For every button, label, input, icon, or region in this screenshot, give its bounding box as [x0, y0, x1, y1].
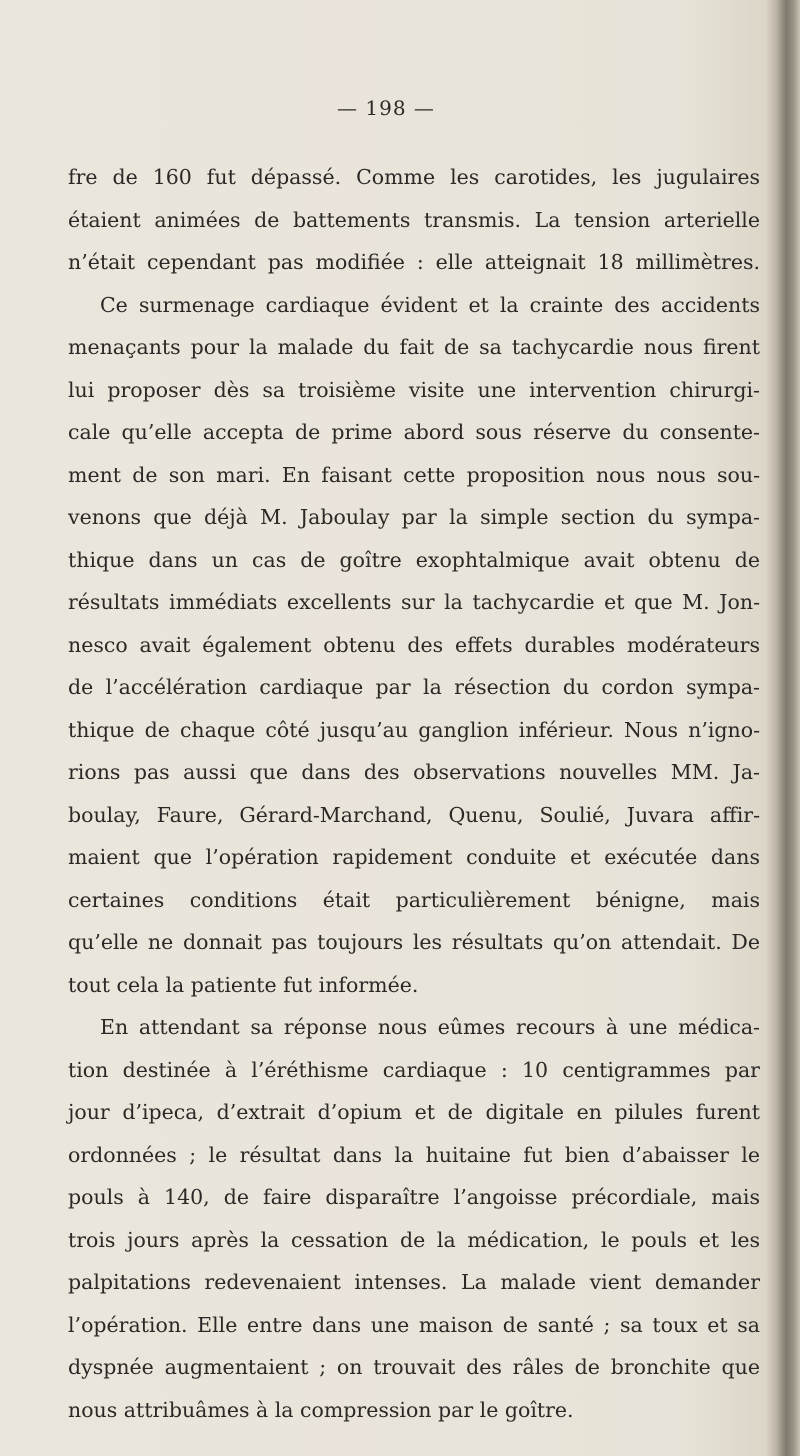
text-line: tion destinée à l’éréthisme cardiaque : 10 centigrammes par — [68, 1057, 760, 1082]
text-line: En attendant sa réponse nous eûmes recours à une médica- — [100, 1015, 760, 1039]
text-line: Ce surmenage cardiaque évident et la crainte des accidents — [100, 292, 760, 317]
text-line: palpitations redevenaient intenses. La malade vient demander — [68, 1270, 760, 1294]
text-line: résultats immédiats excellents sur la tachycardie et que M. Jon- — [68, 590, 760, 614]
text-line: nesco avait également obtenu des effets durables modérateurs — [68, 632, 760, 657]
text-line: ment de son mari. En faisant cette proposition nous nous sou- — [68, 462, 760, 487]
text-line: qu’elle ne donnait pas toujours les résultats qu’on attendait. De — [68, 930, 760, 954]
text-line: cale qu’elle accepta de prime abord sous réserve du consente- — [68, 420, 760, 444]
text-line: thique dans un cas de goître exophtalmique avait obtenu de — [68, 547, 760, 572]
page-edge-shadow — [766, 0, 800, 1456]
text-line: menaçants pour la malade du fait de sa tachycardie nous firent — [68, 335, 760, 359]
text-line: ordonnées ; le résultat dans la huitaine fut bien d’abaisser le — [68, 1142, 760, 1167]
text-line: jour d’ipeca, d’extrait d’opium et de digitale en pilules furent — [68, 1100, 760, 1124]
text-line: pouls à 140, de faire disparaître l’angoisse précordiale, mais — [68, 1185, 760, 1209]
text-line: dyspnée augmentaient ; on trouvait des râles de bronchite que — [68, 1355, 760, 1379]
text-line: rions pas aussi que dans des observations nouvelles MM. Ja- — [68, 760, 760, 784]
text-line: étaient animées de battements transmis. La tension arterielle — [68, 207, 760, 232]
body-text — [68, 156, 760, 1431]
text-line: de l’accélération cardiaque par la résection du cordon sympa- — [68, 675, 760, 699]
text-line: maient que l’opération rapidement conduite et exécutée dans — [68, 845, 760, 869]
text-line: l’opération. Elle entre dans une maison de santé ; sa toux et sa — [68, 1312, 760, 1337]
text-line: boulay, Faure, Gérard-Marchand, Quenu, Soulié, Juvara affir- — [68, 802, 760, 827]
text-line: thique de chaque côté jusqu’au ganglion inférieur. Nous n’igno- — [68, 717, 760, 742]
text-line: trois jours après la cessation de la médication, le pouls et les — [68, 1227, 760, 1252]
text-line: venons que déjà M. Jaboulay par la simple section du sympa- — [68, 505, 760, 529]
text-line: lui proposer dès sa troisième visite une intervention chirurgi- — [68, 377, 760, 402]
page-number: — 198 — — [337, 96, 435, 120]
text-line: n’était cependant pas modifiée : elle atteignait 18 millimètres. — [68, 250, 760, 274]
text-line: tout cela la patiente fut informée. — [68, 972, 419, 997]
text-line: certaines conditions était particulièrement bénigne, mais — [68, 887, 760, 912]
text-line: nous attribuâmes à la compression par le goître. — [68, 1397, 574, 1422]
text-line: fre de 160 fut dépassé. Comme les carotides, les jugulaires — [68, 165, 760, 189]
